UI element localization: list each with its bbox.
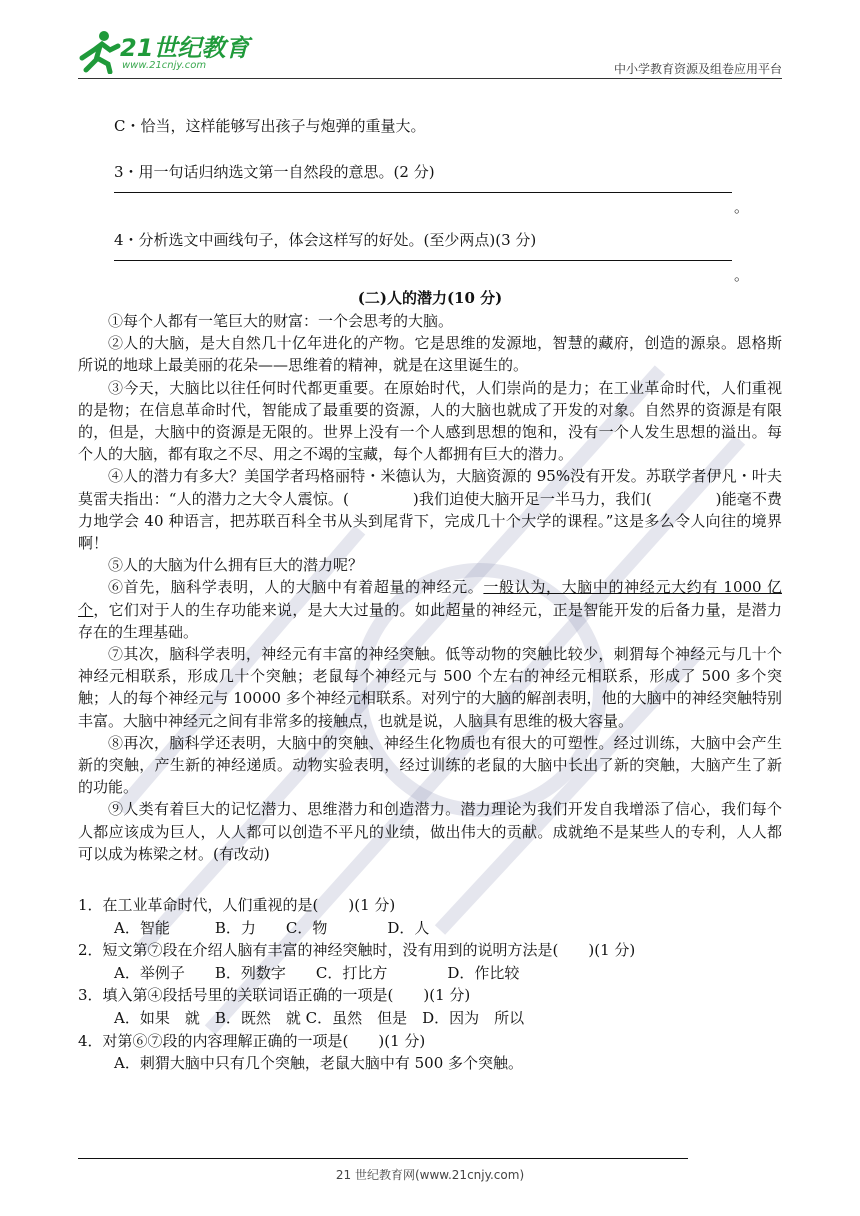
paragraph-1: ①每个人都有一笔巨大的财富：一个会思考的大脑。 xyxy=(108,312,454,330)
paragraph-9: ⑨人类有着巨大的记忆潜力、思维潜力和创造潜力。潜力理论为我们开发自我增添了信心，我们每个人都应该成为巨人，人人都可以创造不平凡的业绩，做出伟大的贡献。成就绝不是某些人的专利，人人都可以成为栋梁之材。(有改动) xyxy=(78,800,782,863)
footer-text[interactable]: 21 世纪教育网(www.21cnjy.com) xyxy=(335,1168,525,1182)
question-4-option-a[interactable]: A．刺猬大脑中只有几个突触，老鼠大脑中有 500 多个突触。 xyxy=(114,1054,524,1073)
page-header xyxy=(0,0,860,82)
option-c-text: C・恰当，这样能够写出孩子与炮弹的重量大。 xyxy=(114,117,426,135)
question-3-options[interactable]: A．如果 就 B．既然 就 C．虽然 但是 D．因为 所以 xyxy=(114,1008,525,1027)
answer-period: 。 xyxy=(734,198,750,216)
answer-line-q4[interactable] xyxy=(114,260,732,261)
paragraph-2: ②人的大脑，是大自然几十亿年进化的产物。它是思维的发源地，智慧的藏府，创造的源泉。恩格斯所说的地球上最美丽的花朵——思维着的精神，就是在这里诞生的。 xyxy=(78,334,782,375)
answer-period: 。 xyxy=(734,266,750,284)
paragraph-7: ⑦其次，脑科学表明，神经元有丰富的神经突触。低等动物的突触比较少，刺猬每个神经元与几十个神经元相联系，形成几十个突触；老鼠每个神经元与 500 个左右的神经元相联系，形成了 500 多个突触；人的每个神经元与 10000 多个神经元相联系。对列宁的大脑的解剖表明，他的大脑中的神经突触特别丰富。大脑中神经元之间有非常多的接触点，也就是说，人脑具有思维的极大容量。 xyxy=(78,645,782,730)
runner-logo-icon xyxy=(76,28,122,74)
question-1: 1．在工业革命时代，人们重视的是( )(1 分) xyxy=(78,896,396,914)
question-4: 4・分析选文中画线句子，体会这样写的好处。(至少两点)(3 分) xyxy=(114,231,537,249)
answer-line-q3[interactable] xyxy=(114,192,732,193)
question-3-choice: 3．填入第④段括号里的关联词语正确的一项是( )(1 分) xyxy=(78,986,471,1005)
paragraph-3: ③今天，大脑比以往任何时代都更重要。在原始时代，人们崇尚的是力；在工业革命时代，人们重视的是物；在信息革命时代，智能成了最重要的资源，人的大脑也就成了开发的对象。自然界的资源是有限的，但是，大脑中的资源是无限的。世界上没有一个人感到思想的饱和，没有一个人发生思想的溢出。每个人的大脑，都有取之不尽、用之不竭的宝藏，每个人都拥有巨大的潜力。 xyxy=(78,378,782,464)
paragraph-5: ⑤人的大脑为什么拥有巨大的潜力呢？ xyxy=(108,556,364,575)
paragraph-6: ⑥首先，脑科学表明，人的大脑中有着超量的神经元。一般认为，大脑中的神经元大约有 1000 亿个，它们对于人的生存功能来说，是大大过量的。如此超量的神经元，正是智能开发的后备力量，是潜力存在的生理基础。 xyxy=(78,578,782,641)
paragraph-8: ⑧再次，脑科学还表明，大脑中的突触、神经生化物质也有很大的可塑性。经过训练，大脑中会产生新的突触，产生新的神经递质。动物实验表明，经过训练的老鼠的大脑中长出了新的突触，大脑产生了新的功能。 xyxy=(78,733,782,797)
question-1-options[interactable]: A．智能 B．力 C．物 D．人 xyxy=(114,918,430,937)
paragraph-4: ④人的潜力有多大？美国学者玛格丽特・米德认为，大脑资源的 95%没有开发。苏联学者伊凡・叶夫莫雷夫指出：“人的潜力之大令人震惊。( )我们迫使大脑开足一半马力，我们( )能毫不费力地学会 40 种语言，把苏联百科全书从头到尾背下，完成几十个大学的课程。”这是多么令人向往的境界啊！ xyxy=(78,467,782,553)
question-4-choice: 4．对第⑥⑦段的内容理解正确的一项是( )(1 分) xyxy=(78,1031,426,1050)
question-2: 2．短文第⑦段在介绍人脑有丰富的神经突触时，没有用到的说明方法是( )(1 分) xyxy=(78,941,636,960)
article-body xyxy=(78,310,782,865)
question-list xyxy=(78,894,782,1075)
footer-divider xyxy=(78,1158,688,1159)
site-logo[interactable] xyxy=(76,28,250,78)
underlined-sentence: 一般认为，大脑中的神经元大约有 1000 亿个 xyxy=(78,578,782,619)
logo-url: www.21cnjy.com xyxy=(122,60,207,71)
question-2-options[interactable]: A．举例子 B．列数字 C．打比方 D．作比较 xyxy=(114,963,520,982)
header-divider xyxy=(78,78,782,79)
platform-tagline: 中小学教育资源及组卷应用平台 xyxy=(613,62,782,76)
question-3: 3・用一句话归纳选文第一自然段的意思。(2 分) xyxy=(114,163,435,181)
logo-text: 21世纪教育 xyxy=(120,34,250,62)
section-title: (二)人的潜力(10 分) xyxy=(357,289,503,307)
